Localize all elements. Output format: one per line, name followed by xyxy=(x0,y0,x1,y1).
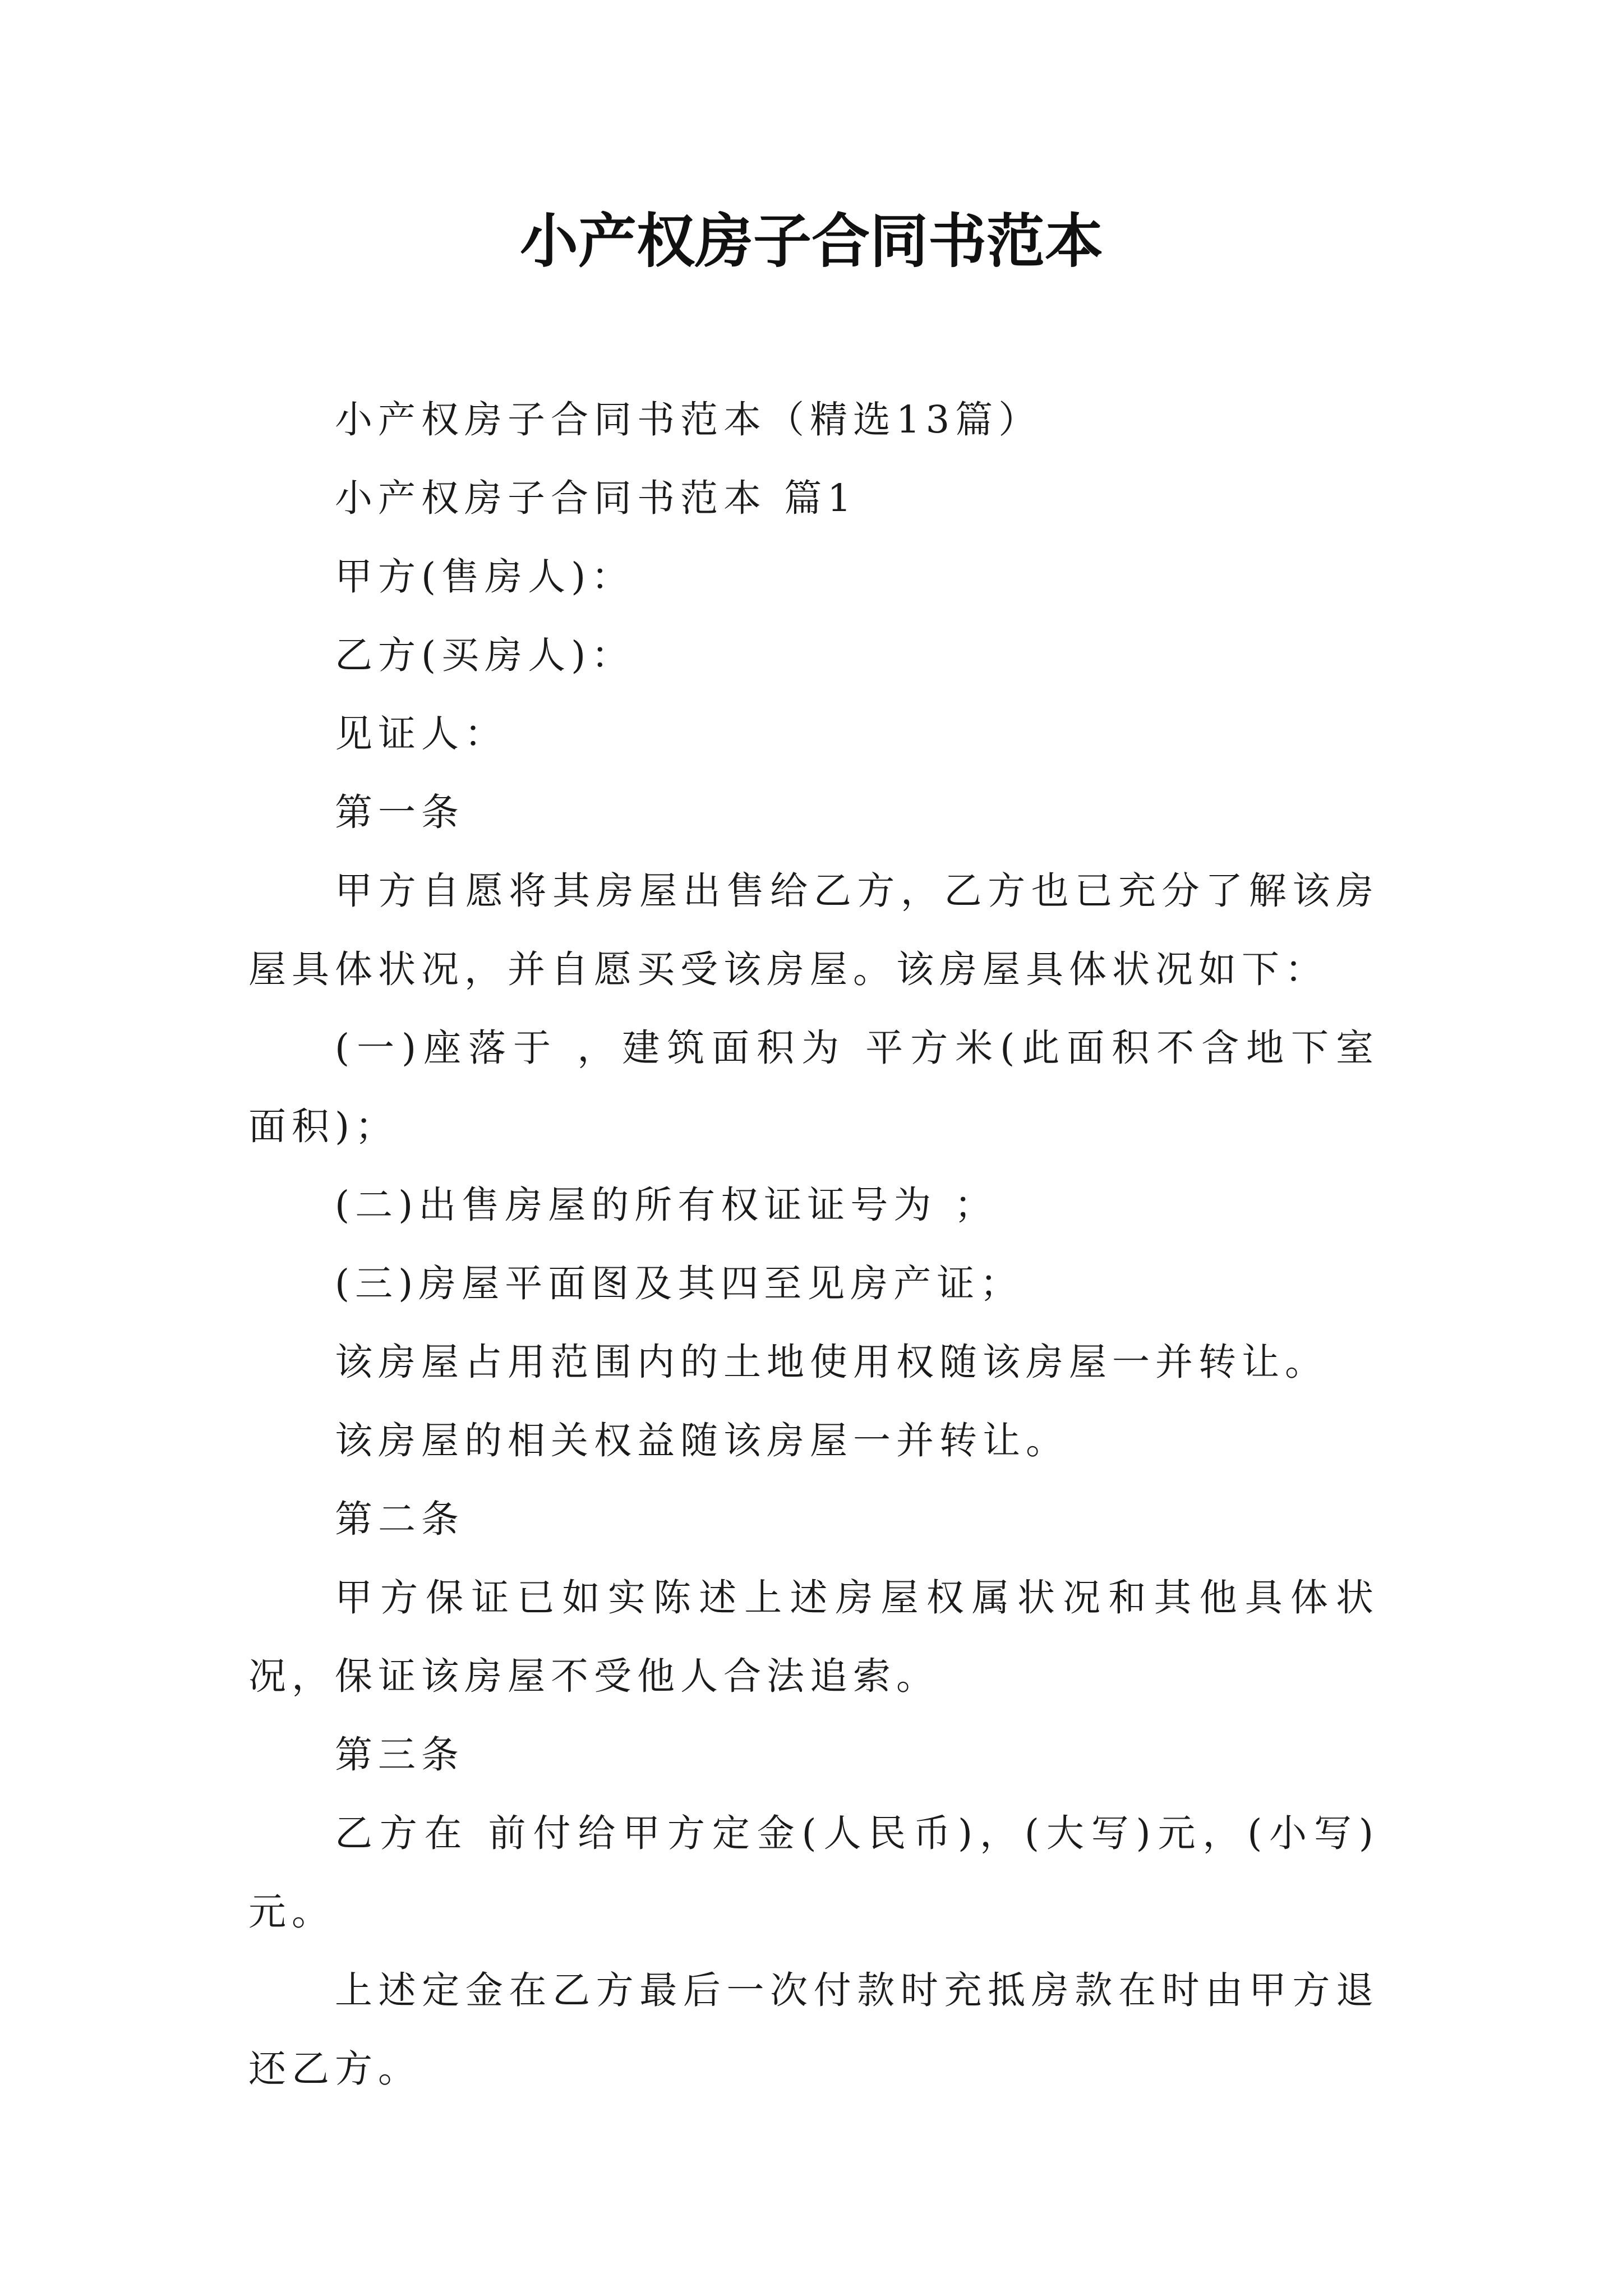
paragraph-article-3-heading: 第三条 xyxy=(335,1733,464,1777)
paragraph-article-1-heading: 第一条 xyxy=(335,790,464,834)
paragraph-subtitle: 小产权房子合同书范本（精选13篇） xyxy=(335,398,1042,441)
document-body xyxy=(248,380,1379,2108)
paragraph-party-b: 乙方(买房人)： xyxy=(335,633,635,677)
paragraph-item-2: (二)出售房屋的所有权证证号为 ； xyxy=(335,1183,998,1227)
document-title: 小产权房子合同书范本 xyxy=(519,206,1103,275)
paragraph-article-3-refund: 上述定金在乙方最后一次付款时充抵房款在时由甲方退还乙方。 xyxy=(248,1968,1379,2091)
paragraph-article-2-text: 甲方保证已如实陈述上述房屋权属状况和其他具体状况，保证该房屋不受他人合法追索。 xyxy=(248,1576,1379,1698)
paragraph-article-2-heading: 第二条 xyxy=(335,1497,464,1541)
paragraph-witness: 见证人： xyxy=(335,712,508,756)
paragraph-party-a: 甲方(售房人)： xyxy=(335,555,635,599)
paragraph-article-1-text: 甲方自愿将其房屋出售给乙方，乙方也已充分了解该房屋具体状况，并自愿买受该房屋。该房屋具体状况如下： xyxy=(248,869,1379,991)
paragraph-section-heading: 小产权房子合同书范本 篇1 xyxy=(335,476,857,520)
paragraph-item-3: (三)房屋平面图及其四至见房产证； xyxy=(335,1262,1023,1305)
paragraph-item-1: (一)座落于 ，建筑面积为 平方米(此面积不含地下室面积)； xyxy=(248,1026,1379,1148)
paragraph-land-use: 该房屋占用范围内的土地使用权随该房屋一并转让。 xyxy=(335,1340,1328,1384)
paragraph-rights: 该房屋的相关权益随该房屋一并转让。 xyxy=(335,1419,1069,1462)
paragraph-article-3-deposit: 乙方在 前付给甲方定金(人民币)，(大写)元，(小写)元。 xyxy=(248,1811,1379,1934)
